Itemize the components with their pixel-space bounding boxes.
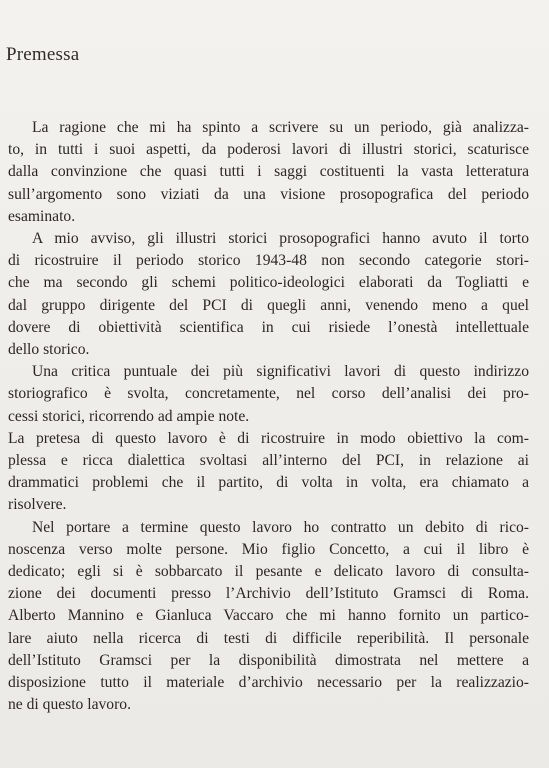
text-line: dell’Istituto Gramsci per la disponibilità dimostrata nel mettere a [8,651,529,669]
paragraph [8,361,529,428]
text-line: plessa e ricca dialettica svoltasi all’interno del PCI, in relazione ai [8,452,529,470]
text-line: dalla convinzione che quasi tutti i saggi costituenti la vasta letteratura [8,163,529,181]
text-line: to, in tutti i suoi aspetti, da poderosi lavori di illustri storici, scaturisce [8,141,529,159]
text-line: dal gruppo dirigente del PCI di quegli anni, venendo meno a quel [8,296,529,314]
text-line: Alberto Mannino e Gianluca Vaccaro che mi hanno fornito un partico- [8,607,529,625]
text-line: cessi storici, ricorrendo ad ampie note. [8,407,250,425]
text-line: La pretesa di questo lavoro è di ricostruire in modo obiettivo la com- [8,429,529,447]
paragraph [8,117,529,228]
text-line: Una critica puntuale dei più significativi lavori di questo indirizzo [32,363,529,381]
text-line: risolvere. [8,496,67,514]
paragraph [8,428,529,517]
paragraph [8,517,529,717]
page-title: Premessa [6,44,80,65]
text-line: dello storico. [8,341,90,359]
text-line: zione dei documenti presso l’Archivio dell’Istituto Gramsci di Roma. [8,585,529,603]
text-line: dedicato; egli si è sobbarcato il pesante e delicato lavoro di consulta- [8,563,529,581]
text-line: sull’argomento sono viziati da una visione prosopografica del periodo [8,185,529,203]
text-line: esaminato. [8,207,76,225]
text-line: di ricostruire il periodo storico 1943-48 non secondo categorie stori- [8,252,529,270]
text-line: La ragione che mi ha spinto a scrivere su un periodo, già analizza- [32,119,529,136]
text-line: lare aiuto nella ricerca di testi di difficile reperibilità. Il personale [8,629,529,647]
text-line: che ma secondo gli schemi politico-ideologici elaborati da Togliatti e [8,274,529,292]
text-line: ne di questo lavoro. [8,696,131,714]
text-line: Nel portare a termine questo lavoro ho contratto un debito di rico- [32,518,529,536]
text-line: disposizione tutto il materiale d’archivio necessario per la realizzazio- [8,674,529,692]
text-line: noscenza verso molte persone. Mio figlio Concetto, a cui il libro è [8,540,529,558]
text-line: storiografico è svolta, concretamente, nel corso dell’analisi dei pro- [8,385,529,403]
paragraph [8,228,529,361]
text-line: A mio avviso, gli illustri storici prosopografici hanno avuto il torto [32,230,529,248]
text-line: drammatici problemi che il partito, di volta in volta, era chiamato a [8,474,529,492]
text-line: dovere di obiettività scientifica in cui risiede l’onestà intellettuale [8,318,529,336]
body-text [8,117,529,716]
